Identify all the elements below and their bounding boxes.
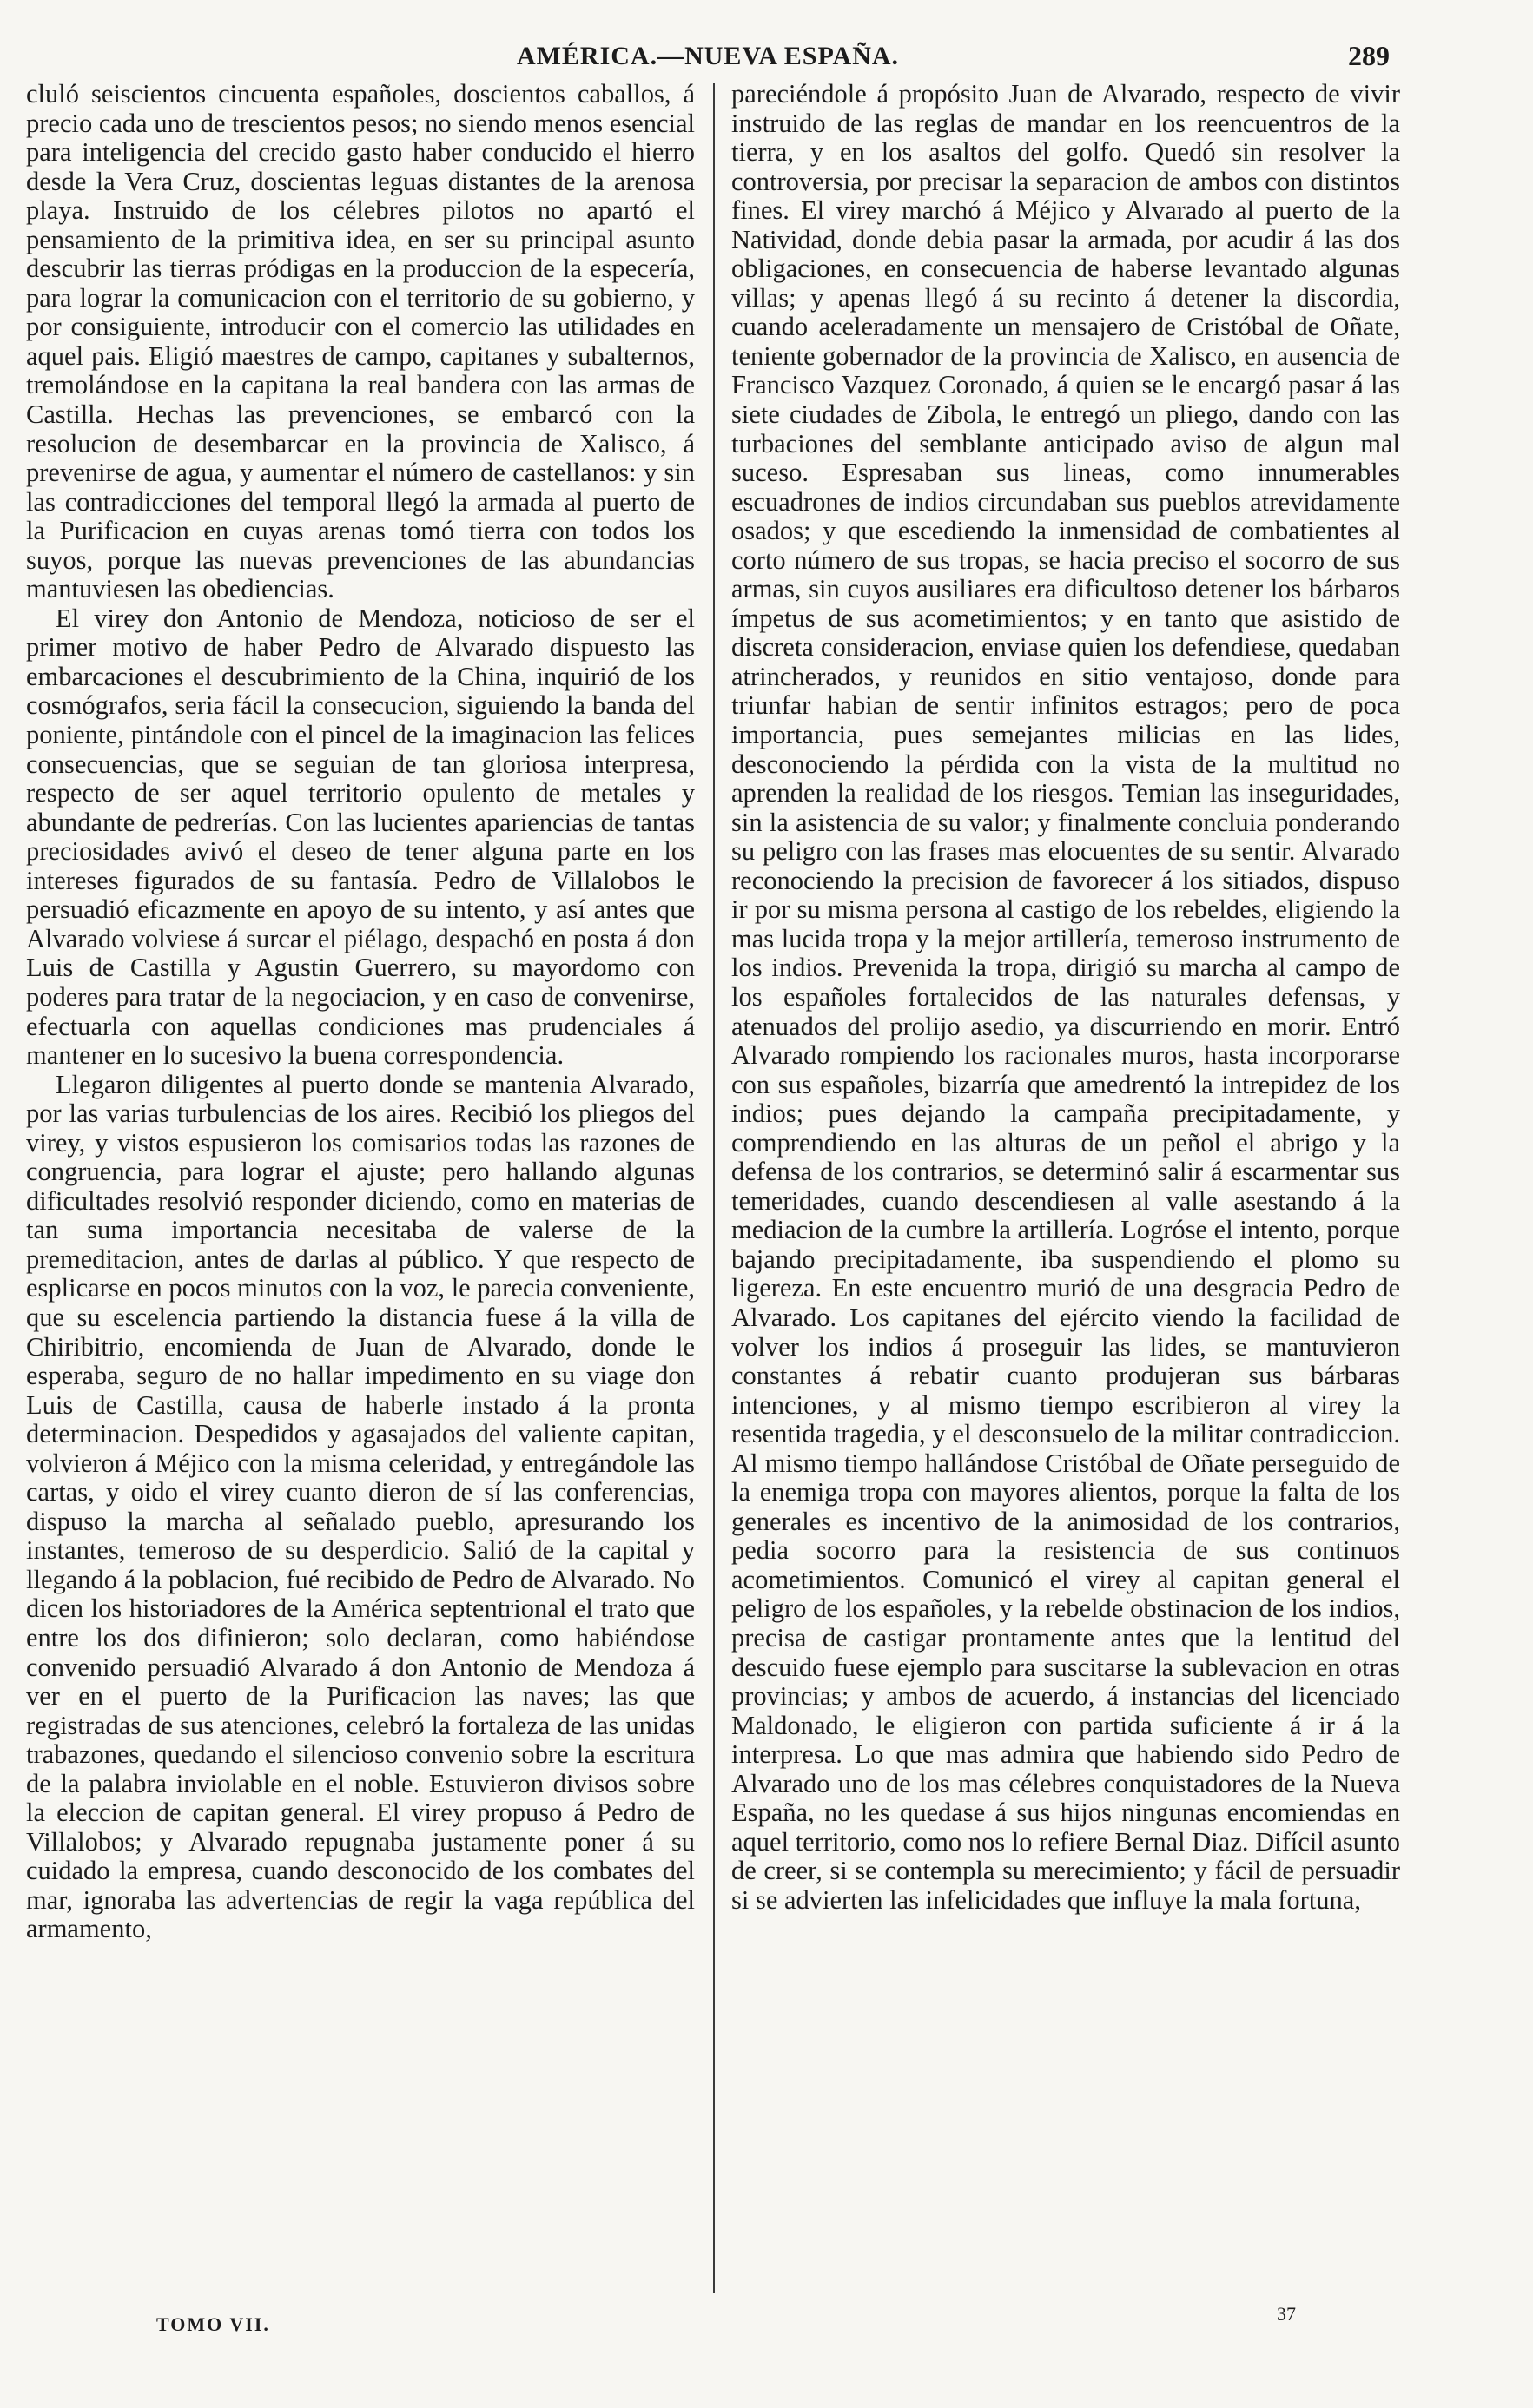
paragraph: cluló seiscientos cincuenta españoles, doscientos caballos, á precio cada uno de trescientos pesos; no siendo menos esencial para inteligencia del crecido gasto haber conducido el hierro desde la Vera Cruz, doscientas leguas distantes de la arenosa playa. Instruido de los célebres pilotos no apartó el pensamiento de la primitiva idea, en ser su principal asunto descubrir las tierras pródigas en la produccion de la especería, para lograr la comunicacion con el territorio de su gobierno, y por consiguiente, introducir con el comercio las utilidades en aquel pais. Eligió maestres de campo, capitanes y subalternos, tremolándose en la capitana la real bandera con las armas de Castilla. Hechas las prevenciones, se embarcó con la resolucion de desembarcar en la provincia de Xalisco, á prevenirse de agua, y aumentar el número de castellanos: y sin las contradicciones del temporal llegó la armada al puerto de la Purificacion en cuyas arenas tomó tierra con todos los suyos, porque las nuevas prevenciones de las abundancias mantuviesen las obediencias. (26, 80, 695, 604)
column-divider (713, 83, 715, 2293)
paragraph: El virey don Antonio de Mendoza, noticioso de ser el primer motivo de haber Pedro de Alvarado dispuesto las embarcaciones el descubrimiento de la China, inquirió de los cosmógrafos, seria fácil la consecucion, siguiendo la banda del poniente, pintándole con el pincel de la imaginacion las felices consecuencias, que se seguian de tan gloriosa interpresa, respecto de ser aquel territorio opulento de metales y abundante de pedrerías. Con las lucientes apariencias de tantas preciosidades avivó el deseo de tener alguna parte en los intereses figurados de su fantasía. Pedro de Villalobos le persuadió eficazmente en apoyo de su intento, y así antes que Alvarado volviese á surcar el piélago, despachó en posta á don Luis de Castilla y Agustin Guerrero, su mayordomo con poderes para tratar de la negociacion, y en caso de convenirse, efectuarla con aquellas condiciones mas prudenciales á mantener en lo sucesivo la buena correspondencia. (26, 603, 695, 1071)
page-number: 289 (1348, 40, 1390, 71)
running-title: AMÉRICA.—NUEVA ESPAÑA. (516, 42, 900, 70)
right-column (731, 80, 1400, 2303)
page-header (26, 35, 1390, 78)
book-page (26, 35, 1400, 2379)
volume-label: TOMO VII. (156, 2313, 270, 2335)
left-column (26, 80, 695, 2303)
paragraph: Llegaron diligentes al puerto donde se mantenia Alvarado, por las varias turbulencias de los aires. Recibió los pliegos del virey, y vistos espusieron los comisarios todas las razones de congruencia, para lograr el ajuste; pero hallando algunas dificultades resolvió responder diciendo, como en materias de tan suma importancia necesitaba de valerse de la premeditacion, antes de darlas al público. Y que respecto de esplicarse en pocos minutos con la voz, le parecia conveniente, que su escelencia partiendo la distancia fuese á la villa de Chiribitrio, encomienda de Juan de Alvarado, donde le esperaba, seguro de no hallar impedimento en su viage don Luis de Castilla, causa de haberle instado á la pronta determinacion. Despedidos y agasajados del valiente capitan, volvieron á Méjico con la misma celeridad, y entregándole las cartas, y oido el virey cuanto dieron de sí las conferencias, dispuso la marcha al señalado pueblo, apresurando los instantes, temeroso de su desperdicio. Salió de la capital y llegando á la poblacion, fué recibido de Pedro de Alvarado. No dicen los historiadores de la América septentrional el trato que entre los dos difinieron; solo declaran, como habiéndose convenido persuadió Alvarado á don Antonio de Mendoza á ver en el puerto de la Purificacion las naves; las que registradas de sus atenciones, celebró la fortaleza de las unidas trabazones, quedando el silencioso convenio sobre la escritura de la palabra inviolable en el noble. Estuvieron divisos sobre la eleccion de capitan general. El virey propuso á Pedro de Villalobos; y Alvarado repugnaba justamente poner á su cuidado la empresa, cuando desconocido de los combates del mar, ignoraba las advertencias de regir la vaga república del armamento, (26, 1069, 695, 1944)
paragraph: pareciéndole á propósito Juan de Alvarado, respecto de vivir instruido de las reglas de mandar en los reencuentros de la tierra, y en los asaltos del golfo. Quedó sin resolver la controversia, por precisar la separacion de ambos con distintos fines. El virey marchó á Méjico y Alvarado al puerto de la Natividad, donde debia pasar la armada, por acudir á las dos obligaciones, en consecuencia de haberse levantado algunas villas; y apenas llegó á su recinto á detener la discordia, cuando aceleradamente un mensajero de Cristóbal de Oñate, teniente gobernador de la provincia de Xalisco, en ausencia de Francisco Vazquez Coronado, á quien se le encargó pasar á las siete ciudades de Zibola, le entregó un pliego, dando con las turbaciones del semblante anticipado aviso de algun mal suceso. Espresaban sus lineas, como innumerables escuadrones de indios circundaban sus pueblos atrevidamente osados; y que escediendo la inmensidad de combatientes al corto número de sus tropas, se hacia preciso el socorro de sus armas, sin cuyos ausiliares era dificultoso detener los bárbaros ímpetus de sus acometimientos; y en tanto que asistido de discreta consideracion, enviase quien los defendiese, quedaban atrincherados, y reunidos en sitio ventajoso, donde para triunfar habian de sentir infinitos estragos; pero de poca importancia, pues semejantes milicias en las lides, desconociendo la pérdida con la vista de la multitud no aprenden la realidad de los riesgos. Temian las inseguridades, sin la asistencia de su valor; y finalmente concluia ponderando su peligro con las frases mas elocuentes de su sentir. Alvarado reconociendo la precision de favorecer á los sitiados, dispuso ir por su misma persona al castigo de los rebeldes, eligiendo la mas lucida tropa y la mejor artillería, temeroso instrumento de los indios. Prevenida la tropa, dirigió su marcha al campo de los españoles fortalecidos de las naturales defensas, y atenuados del prolijo asedio, ya discurriendo en morir. Entró Alvarado rompiendo los racionales muros, hasta incorporarse con sus españoles, bizarría que amedrentó la intrepidez de los indios; pues dejando la campaña precipitadamente, y comprendiendo en las alturas de un peñol el abrigo y la defensa de los contrarios, se determinó salir á escarmentar sus temeridades, cuando descendiesen al valle asestando á la mediacion de la cumbre la artillería. Logróse el intento, porque bajando precipitadamente, iba suspendiendo el plomo su ligereza. En este encuentro murió de una desgracia Pedro de Alvarado. Los capitanes del ejército viendo la facilidad de volver los indios á proseguir las lides, se mantuvieron constantes á rebatir cuanto produjeran sus bárbaras intenciones, y al mismo tiempo escribieron al virey la resentida tragedia, y el desconsuelo de la militar contradiccion. Al mismo tiempo hallándose Cristóbal de Oñate perseguido de la enemiga tropa con mayores alientos, porque la falta de los generales es incentivo de la animosidad de los contrarios, pedia socorro para la resistencia de sus continuos acometimientos. Comunicó el virey al capitan general el peligro de los españoles, y la rebelde obstinacion de los indios, precisa de castigar prontamente antes que la lentitud del descuido fuese ejemplo para suscitarse la sublevacion en otras provincias; y ambos de acuerdo, á instancias del licenciado Maldonado, le eligieron con partida suficiente á ir á la interpresa. Lo que mas admira que habiendo sido Pedro de Alvarado uno de los mas célebres conquistadores de la Nueva España, no les quedase á sus hijos ningunas encomiendas en aquel territorio, como nos lo refiere Bernal Diaz. Difícil asunto de creer, si se contempla su merecimiento; y fácil de persuadir si se advierten las infelicidades que influye la mala fortuna, (731, 80, 1400, 1915)
page-footer (26, 2303, 1390, 2355)
signature-mark: 37 (1277, 2303, 1296, 2325)
